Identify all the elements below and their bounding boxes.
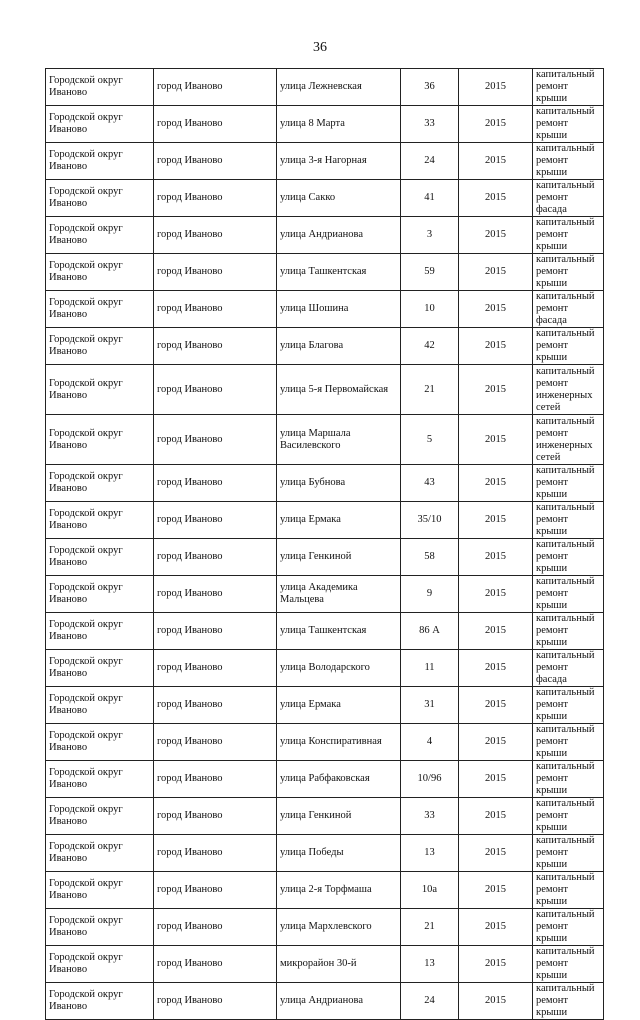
- year-cell: 2015: [459, 687, 533, 724]
- work-type-cell: капитальный ремонт крыши: [533, 465, 604, 502]
- house-number-cell: 43: [401, 465, 459, 502]
- district-cell: Городской округ Иваново: [46, 106, 154, 143]
- street-cell: улица Академика Мальцева: [277, 576, 401, 613]
- city-cell: город Иваново: [154, 613, 277, 650]
- street-cell: улица Благова: [277, 328, 401, 365]
- street-cell: микрорайон 30-й: [277, 946, 401, 983]
- table-row: [46, 254, 604, 291]
- table-row: [46, 613, 604, 650]
- street-cell: улица 3-я Нагорная: [277, 143, 401, 180]
- year-cell: 2015: [459, 465, 533, 502]
- house-number-cell: 10: [401, 291, 459, 328]
- street-cell: улица Ташкентская: [277, 613, 401, 650]
- year-cell: 2015: [459, 328, 533, 365]
- street-cell: улица Володарского: [277, 650, 401, 687]
- table-body: [46, 69, 604, 1020]
- work-type-cell: капитальный ремонт фасада: [533, 180, 604, 217]
- city-cell: город Иваново: [154, 328, 277, 365]
- table-row: [46, 539, 604, 576]
- year-cell: 2015: [459, 539, 533, 576]
- district-cell: Городской округ Иваново: [46, 69, 154, 106]
- year-cell: 2015: [459, 502, 533, 539]
- district-cell: Городской округ Иваново: [46, 946, 154, 983]
- housing-repair-table: [45, 68, 604, 1020]
- city-cell: город Иваново: [154, 576, 277, 613]
- house-number-cell: 11: [401, 650, 459, 687]
- district-cell: Городской округ Иваново: [46, 613, 154, 650]
- table-row: [46, 650, 604, 687]
- table-row: [46, 465, 604, 502]
- district-cell: Городской округ Иваново: [46, 909, 154, 946]
- house-number-cell: 9: [401, 576, 459, 613]
- house-number-cell: 13: [401, 946, 459, 983]
- city-cell: город Иваново: [154, 217, 277, 254]
- table-row: [46, 415, 604, 465]
- house-number-cell: 10/96: [401, 761, 459, 798]
- house-number-cell: 36: [401, 69, 459, 106]
- page-number: 36: [313, 40, 327, 55]
- year-cell: 2015: [459, 180, 533, 217]
- street-cell: улица Андрианова: [277, 217, 401, 254]
- table-row: [46, 143, 604, 180]
- street-cell: улица 5-я Первомайская: [277, 365, 401, 415]
- table-row: [46, 328, 604, 365]
- work-type-cell: капитальный ремонт крыши: [533, 613, 604, 650]
- year-cell: 2015: [459, 143, 533, 180]
- house-number-cell: 24: [401, 143, 459, 180]
- table-row: [46, 835, 604, 872]
- city-cell: город Иваново: [154, 650, 277, 687]
- street-cell: улица Конспиративная: [277, 724, 401, 761]
- street-cell: улица Генкиной: [277, 798, 401, 835]
- work-type-cell: капитальный ремонт крыши: [533, 217, 604, 254]
- street-cell: улица Сакко: [277, 180, 401, 217]
- district-cell: Городской округ Иваново: [46, 415, 154, 465]
- district-cell: Городской округ Иваново: [46, 502, 154, 539]
- year-cell: 2015: [459, 217, 533, 254]
- table-row: [46, 798, 604, 835]
- district-cell: Городской округ Иваново: [46, 983, 154, 1020]
- year-cell: 2015: [459, 613, 533, 650]
- district-cell: Городской округ Иваново: [46, 365, 154, 415]
- street-cell: улица Ермака: [277, 502, 401, 539]
- city-cell: город Иваново: [154, 106, 277, 143]
- district-cell: Городской округ Иваново: [46, 254, 154, 291]
- table-row: [46, 69, 604, 106]
- year-cell: 2015: [459, 254, 533, 291]
- city-cell: город Иваново: [154, 254, 277, 291]
- district-cell: Городской округ Иваново: [46, 650, 154, 687]
- district-cell: Городской округ Иваново: [46, 724, 154, 761]
- street-cell: улица Рабфаковская: [277, 761, 401, 798]
- year-cell: 2015: [459, 724, 533, 761]
- house-number-cell: 31: [401, 687, 459, 724]
- work-type-cell: капитальный ремонт фасада: [533, 650, 604, 687]
- house-number-cell: 13: [401, 835, 459, 872]
- work-type-cell: капитальный ремонт крыши: [533, 835, 604, 872]
- district-cell: Городской округ Иваново: [46, 291, 154, 328]
- district-cell: Городской округ Иваново: [46, 143, 154, 180]
- house-number-cell: 4: [401, 724, 459, 761]
- work-type-cell: капитальный ремонт крыши: [533, 106, 604, 143]
- street-cell: улица Маршала Василевского: [277, 415, 401, 465]
- year-cell: 2015: [459, 983, 533, 1020]
- work-type-cell: капитальный ремонт инженерных сетей: [533, 415, 604, 465]
- table-row: [46, 180, 604, 217]
- work-type-cell: капитальный ремонт крыши: [533, 798, 604, 835]
- district-cell: Городской округ Иваново: [46, 872, 154, 909]
- city-cell: город Иваново: [154, 687, 277, 724]
- work-type-cell: капитальный ремонт крыши: [533, 576, 604, 613]
- house-number-cell: 41: [401, 180, 459, 217]
- house-number-cell: 33: [401, 798, 459, 835]
- work-type-cell: капитальный ремонт крыши: [533, 761, 604, 798]
- year-cell: 2015: [459, 761, 533, 798]
- district-cell: Городской округ Иваново: [46, 539, 154, 576]
- table-row: [46, 106, 604, 143]
- city-cell: город Иваново: [154, 946, 277, 983]
- city-cell: город Иваново: [154, 143, 277, 180]
- table-row: [46, 761, 604, 798]
- city-cell: город Иваново: [154, 415, 277, 465]
- work-type-cell: капитальный ремонт крыши: [533, 539, 604, 576]
- work-type-cell: капитальный ремонт крыши: [533, 69, 604, 106]
- year-cell: 2015: [459, 946, 533, 983]
- table-row: [46, 502, 604, 539]
- year-cell: 2015: [459, 291, 533, 328]
- district-cell: Городской округ Иваново: [46, 576, 154, 613]
- district-cell: Городской округ Иваново: [46, 798, 154, 835]
- year-cell: 2015: [459, 650, 533, 687]
- work-type-cell: капитальный ремонт крыши: [533, 983, 604, 1020]
- city-cell: город Иваново: [154, 465, 277, 502]
- district-cell: Городской округ Иваново: [46, 465, 154, 502]
- district-cell: Городской округ Иваново: [46, 328, 154, 365]
- table-row: [46, 872, 604, 909]
- work-type-cell: капитальный ремонт крыши: [533, 502, 604, 539]
- work-type-cell: капитальный ремонт фасада: [533, 291, 604, 328]
- year-cell: 2015: [459, 365, 533, 415]
- house-number-cell: 35/10: [401, 502, 459, 539]
- city-cell: город Иваново: [154, 539, 277, 576]
- street-cell: улица Победы: [277, 835, 401, 872]
- year-cell: 2015: [459, 415, 533, 465]
- district-cell: Городской округ Иваново: [46, 217, 154, 254]
- work-type-cell: капитальный ремонт крыши: [533, 909, 604, 946]
- street-cell: улица Генкиной: [277, 539, 401, 576]
- table-row: [46, 365, 604, 415]
- house-number-cell: 59: [401, 254, 459, 291]
- city-cell: город Иваново: [154, 502, 277, 539]
- work-type-cell: капитальный ремонт крыши: [533, 872, 604, 909]
- city-cell: город Иваново: [154, 724, 277, 761]
- house-number-cell: 42: [401, 328, 459, 365]
- street-cell: улица Лежневская: [277, 69, 401, 106]
- house-number-cell: 21: [401, 909, 459, 946]
- district-cell: Городской округ Иваново: [46, 180, 154, 217]
- table-row: [46, 983, 604, 1020]
- year-cell: 2015: [459, 909, 533, 946]
- city-cell: город Иваново: [154, 909, 277, 946]
- work-type-cell: капитальный ремонт крыши: [533, 946, 604, 983]
- house-number-cell: 5: [401, 415, 459, 465]
- city-cell: город Иваново: [154, 761, 277, 798]
- city-cell: город Иваново: [154, 69, 277, 106]
- work-type-cell: капитальный ремонт крыши: [533, 254, 604, 291]
- table-row: [46, 724, 604, 761]
- city-cell: город Иваново: [154, 983, 277, 1020]
- work-type-cell: капитальный ремонт инженерных сетей: [533, 365, 604, 415]
- street-cell: улица Ермака: [277, 687, 401, 724]
- street-cell: улица Мархлевского: [277, 909, 401, 946]
- city-cell: город Иваново: [154, 798, 277, 835]
- table-row: [46, 217, 604, 254]
- year-cell: 2015: [459, 69, 533, 106]
- table-row: [46, 291, 604, 328]
- work-type-cell: капитальный ремонт крыши: [533, 143, 604, 180]
- table-row: [46, 946, 604, 983]
- house-number-cell: 21: [401, 365, 459, 415]
- table-row: [46, 687, 604, 724]
- house-number-cell: 24: [401, 983, 459, 1020]
- street-cell: улица 8 Марта: [277, 106, 401, 143]
- year-cell: 2015: [459, 872, 533, 909]
- district-cell: Городской округ Иваново: [46, 687, 154, 724]
- city-cell: город Иваново: [154, 180, 277, 217]
- house-number-cell: 33: [401, 106, 459, 143]
- year-cell: 2015: [459, 106, 533, 143]
- table-row: [46, 909, 604, 946]
- house-number-cell: 3: [401, 217, 459, 254]
- house-number-cell: 86 А: [401, 613, 459, 650]
- year-cell: 2015: [459, 576, 533, 613]
- city-cell: город Иваново: [154, 872, 277, 909]
- city-cell: город Иваново: [154, 835, 277, 872]
- street-cell: улица Андрианова: [277, 983, 401, 1020]
- work-type-cell: капитальный ремонт крыши: [533, 724, 604, 761]
- street-cell: улица Ташкентская: [277, 254, 401, 291]
- street-cell: улица Шошина: [277, 291, 401, 328]
- work-type-cell: капитальный ремонт крыши: [533, 687, 604, 724]
- city-cell: город Иваново: [154, 291, 277, 328]
- street-cell: улица Бубнова: [277, 465, 401, 502]
- year-cell: 2015: [459, 835, 533, 872]
- table-row: [46, 576, 604, 613]
- year-cell: 2015: [459, 798, 533, 835]
- district-cell: Городской округ Иваново: [46, 835, 154, 872]
- street-cell: улица 2-я Торфмаша: [277, 872, 401, 909]
- city-cell: город Иваново: [154, 365, 277, 415]
- house-number-cell: 58: [401, 539, 459, 576]
- district-cell: Городской округ Иваново: [46, 761, 154, 798]
- house-number-cell: 10а: [401, 872, 459, 909]
- work-type-cell: капитальный ремонт крыши: [533, 328, 604, 365]
